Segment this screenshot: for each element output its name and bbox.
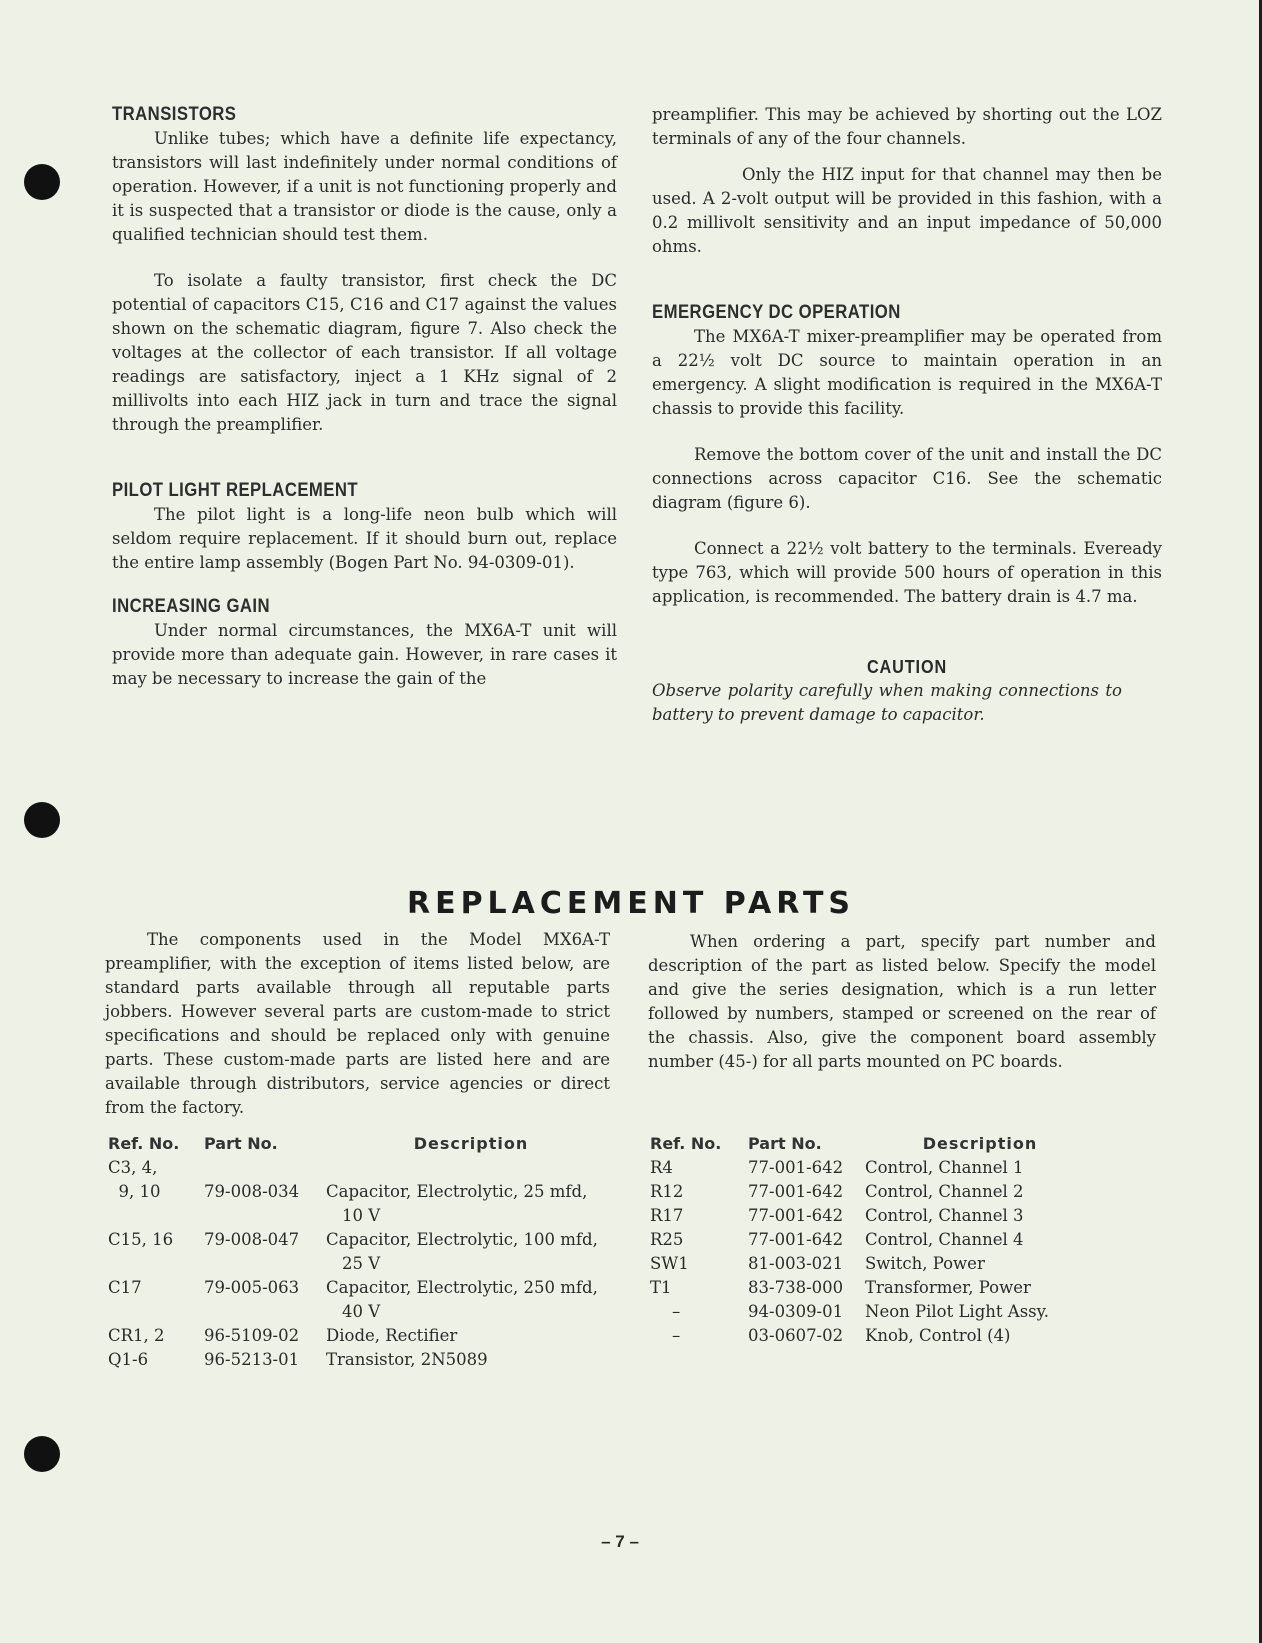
description-line: Transistor, 2N5089 [326,1350,488,1369]
table-row [650,1324,1095,1348]
part-no: 79-008-047 [204,1230,300,1249]
caution-heading: CAUTION [866,657,948,677]
paragraph: To isolate a faulty transistor, first check the DC potential of capacitors C15, C16 and C17 against the values shown on the schematic diagram, figure 7. Also check the voltages at the collector of each transistor. If all voltage readings are satisfactory, inject a 1 KHz signal of 2 millivolts into each HIZ jack in turn and trace the signal through the preamplifier. [112,271,617,434]
description-line: Capacitor, Electrolytic, 100 mfd, [326,1230,598,1249]
punch-hole [24,802,60,838]
part-no: 96-5213-01 [204,1350,300,1369]
punch-hole [24,1436,60,1472]
parts-intro-right [648,930,1156,1074]
description-line: Knob, Control (4) [865,1326,1011,1345]
col-part: Part No. [748,1134,822,1153]
heading-increasing-gain: INCREASING GAIN [112,596,271,617]
caution-text: Observe polarity carefully when making connections to battery to prevent damage to capacitor. [652,681,1122,724]
description [326,1228,616,1276]
paragraph: The components used in the Model MX6A-T preamplifier, with the exception of items listed below, are standard parts available through all reputable parts jobbers. However several parts are custom-made to strict specifications and should be replaced only with genuine parts. These custom-made parts are listed here and are available through distributors, service agencies or direct from the factory. [105,930,610,1117]
table-row [108,1276,616,1324]
description-line: Control, Channel 3 [865,1206,1024,1225]
part-no: 79-005-063 [204,1278,300,1297]
part-no: 83-738-000 [748,1278,844,1297]
ref-no: – [672,1302,681,1321]
table-row [650,1180,1095,1204]
part-no: 77-001-642 [748,1206,844,1225]
description [865,1228,1095,1252]
ref-no: T1 [650,1278,672,1297]
paragraph: When ordering a part, specify part number and description of the part as listed below. Specify the model and give the series designation, which is a run letter followed by numbers, stamped or screened on the rear of the chassis. Also, give the component board assembly number (45-) for all parts mounted on PC boards. [648,932,1156,1071]
part-no [204,1156,326,1180]
part-no: 96-5109-02 [204,1326,300,1345]
part-no: 94-0309-01 [748,1302,844,1321]
col-desc: Description [413,1134,529,1153]
punch-hole [24,164,60,200]
description-line: Capacitor, Electrolytic, 250 mfd, [326,1278,598,1297]
table-row [650,1276,1095,1300]
paragraph: Unlike tubes; which have a definite life expectancy, transistors will last indefinitely under normal conditions of operation. However, if a unit is not functioning properly and it is suspected that a transistor or diode is the cause, only a qualified technician should test them. [112,129,617,244]
table-row [108,1180,616,1228]
left-column [112,103,617,691]
description [326,1180,616,1228]
right-column [652,103,1162,727]
ref-no: – [672,1326,681,1345]
table-row [650,1300,1095,1324]
ref-no: C17 [108,1278,142,1297]
part-no: 81-003-021 [748,1254,844,1273]
description [865,1324,1095,1348]
table-row [650,1252,1095,1276]
ref-no: R12 [650,1182,684,1201]
description-line: Control, Channel 2 [865,1182,1024,1201]
table-header [108,1132,616,1156]
description [326,1276,616,1324]
description [865,1204,1095,1228]
col-ref: Ref. No. [108,1134,180,1153]
ref-no: C3, 4, [108,1158,158,1177]
ref-no: Q1-6 [108,1350,149,1369]
heading-transistors: TRANSISTORS [112,104,237,125]
description [865,1276,1095,1300]
description [865,1300,1095,1324]
parts-table-left [108,1132,616,1372]
description-line: 10 V [342,1206,381,1225]
page-number: – 7 – [601,1532,639,1551]
description [865,1252,1095,1276]
table-row [650,1204,1095,1228]
ref-no: CR1, 2 [108,1326,165,1345]
description [326,1324,616,1348]
table-row [108,1156,616,1180]
parts-table-right [650,1132,1095,1348]
description-line: 25 V [342,1254,381,1273]
table-row [108,1348,616,1372]
paragraph: Only the HIZ input for that channel may then be used. A 2-volt output will be provided in this fashion, with a 0.2 millivolt sensitivity and an input impedance of 50,000 ohms. [652,165,1162,256]
table-row [108,1228,616,1276]
description-line: Transformer, Power [865,1278,1031,1297]
table-header [650,1132,1095,1156]
paragraph: The MX6A-T mixer-preamplifier may be operated from a 22½ volt DC source to maintain operation in an emergency. A slight modification is required in the MX6A-T chassis to provide this facility. [652,327,1162,418]
heading-emergency-dc: EMERGENCY DC OPERATION [652,302,901,323]
part-no: 77-001-642 [748,1158,844,1177]
description-line: Neon Pilot Light Assy. [865,1302,1049,1321]
part-no: 77-001-642 [748,1182,844,1201]
table-row [650,1228,1095,1252]
part-no: 79-008-034 [204,1182,300,1201]
description-line: Control, Channel 1 [865,1158,1024,1177]
parts-intro-left [105,928,610,1120]
table-row [650,1156,1095,1180]
heading-pilot-light: PILOT LIGHT REPLACEMENT [112,480,359,501]
description [865,1180,1095,1204]
description [865,1156,1095,1180]
table-row [108,1324,616,1348]
paragraph: Connect a 22½ volt battery to the terminals. Eveready type 763, which will provide 500 hours of operation in this application, is recommended. The battery drain is 4.7 ma. [652,539,1162,606]
paragraph: Remove the bottom cover of the unit and install the DC connections across capacitor C16. See the schematic diagram (figure 6). [652,445,1162,512]
ref-no: SW1 [650,1254,689,1273]
ref-no: C15, 16 [108,1230,174,1249]
description-line: Diode, Rectifier [326,1326,458,1345]
description-line: 40 V [342,1302,381,1321]
ref-no: R25 [650,1230,684,1249]
col-desc: Description [922,1134,1038,1153]
description-line: Switch, Power [865,1254,985,1273]
paragraph: Under normal circumstances, the MX6A-T unit will provide more than adequate gain. However, in rare cases it may be necessary to increase the gain of the [112,621,617,688]
col-ref: Ref. No. [650,1134,722,1153]
part-no: 77-001-642 [748,1230,844,1249]
paragraph: preamplifier. This may be achieved by shorting out the LOZ terminals of any of the four channels. [652,105,1162,148]
part-no: 03-0607-02 [748,1326,844,1345]
ref-no: R4 [650,1158,673,1177]
ref-no: 9, 10 [108,1182,161,1201]
description [326,1156,616,1180]
replacement-parts-title: REPLACEMENT PARTS [406,886,856,921]
ref-no: R17 [650,1206,684,1225]
description [326,1348,616,1372]
description-line: Control, Channel 4 [865,1230,1024,1249]
paragraph: The pilot light is a long-life neon bulb which will seldom require replacement. If it should burn out, replace the entire lamp assembly (Bogen Part No. 94-0309-01). [112,505,617,572]
col-part: Part No. [204,1134,278,1153]
description-line: Capacitor, Electrolytic, 25 mfd, [326,1182,588,1201]
